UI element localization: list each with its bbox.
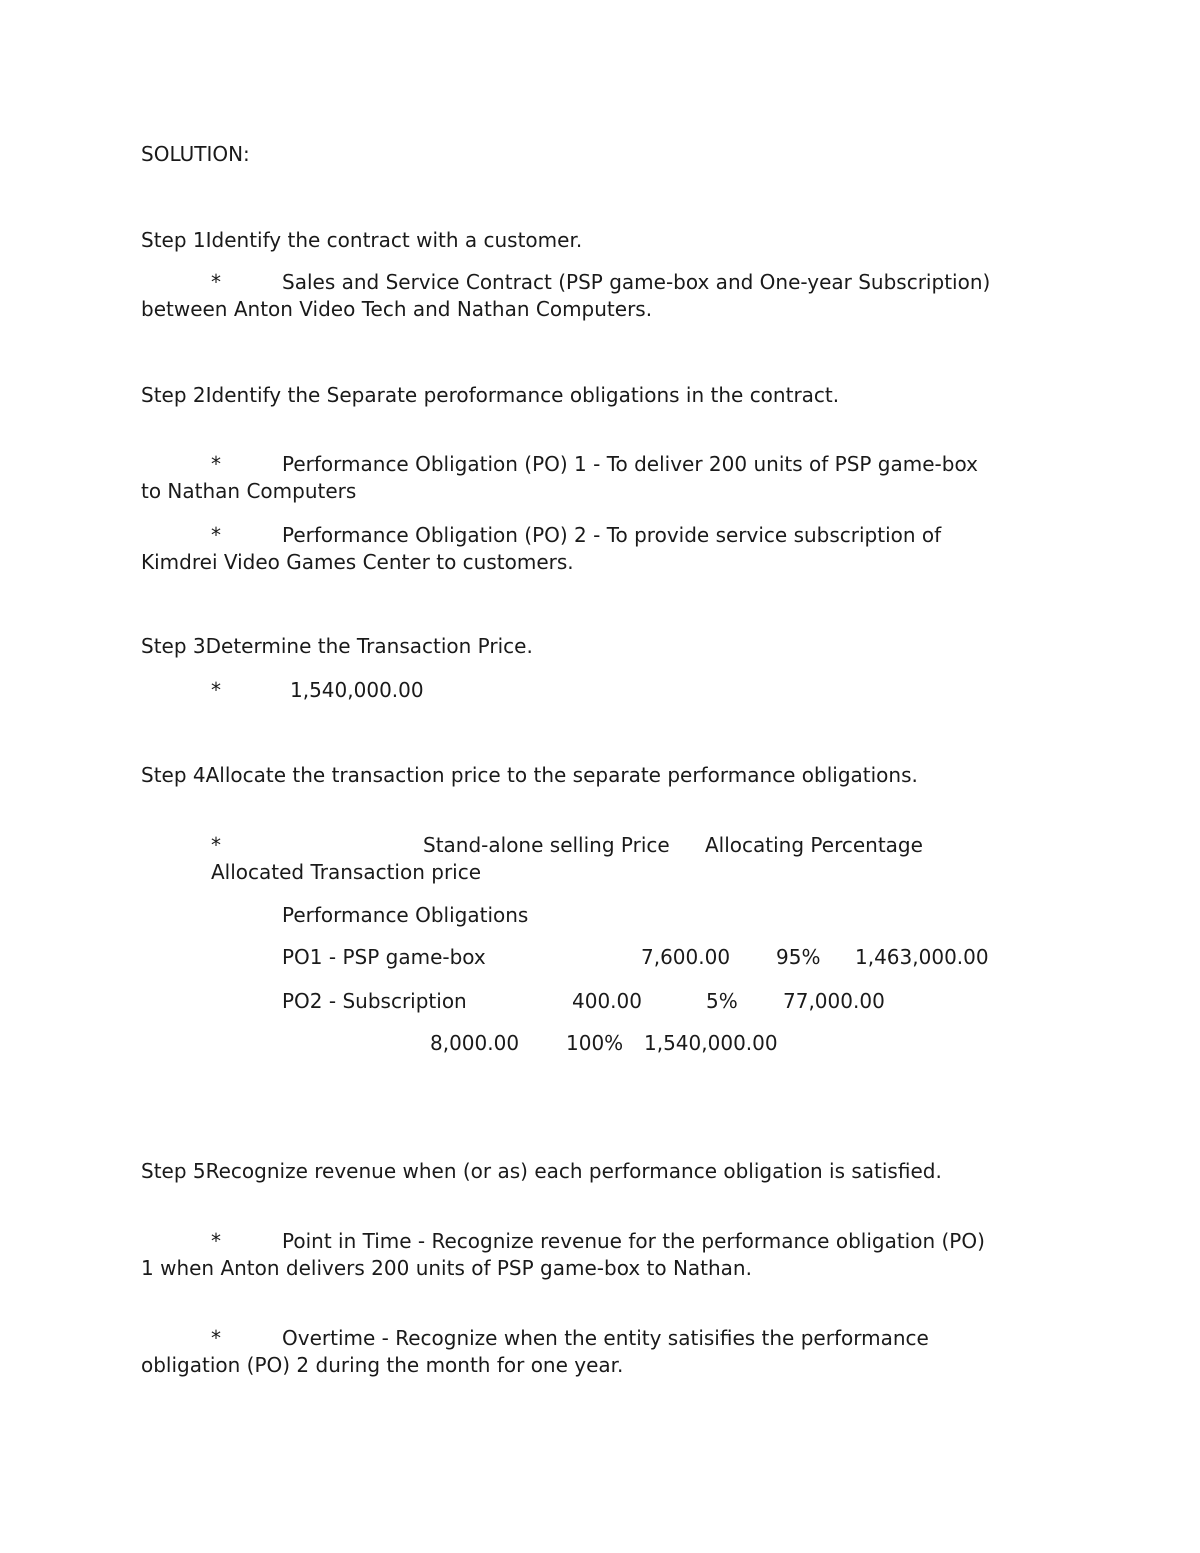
row-po1-ssp: 7,600.00 [641, 945, 731, 969]
row-po1-name: PO1 - PSP game-box [282, 945, 486, 969]
step-5-heading [141, 1158, 942, 1185]
step-5-item-2-line-1: Overtime - Recognize when the entity satisifies the performance [282, 1326, 929, 1350]
step-3-heading [141, 633, 533, 660]
step-4-heading [141, 762, 918, 789]
step-5-label: Step 5 [141, 1159, 206, 1183]
step-1-item-line-1: Sales and Service Contract (PSP game-box and One-year Subscription) [282, 270, 991, 294]
step-4-bullet: * [211, 833, 221, 857]
step-3-title: Determine the Transaction Price. [205, 634, 533, 658]
step-5-title: Recognize revenue when (or as) each performance obligation is satisfied. [205, 1159, 942, 1183]
column-header-ssp: Stand-alone selling Price [423, 833, 670, 857]
page-heading: SOLUTION: [141, 142, 250, 166]
step-5-item-1-line-2: 1 when Anton delivers 200 units of PSP game-box to Nathan. [141, 1256, 752, 1280]
row-po1-percentage: 95% [776, 945, 821, 969]
step-4-label: Step 4 [141, 763, 206, 787]
row-po1-allocated: 1,463,000.00 [855, 945, 989, 969]
step-1-heading [141, 227, 582, 254]
row-total-ssp: 8,000.00 [430, 1031, 520, 1055]
step-2-bullet-2: * [211, 523, 221, 547]
row-po2-allocated: 77,000.00 [783, 989, 885, 1013]
row-total-allocated: 1,540,000.00 [644, 1031, 778, 1055]
step-1-title: Identify the contract with a customer. [205, 228, 583, 252]
column-header-percentage: Allocating Percentage [705, 833, 923, 857]
step-2-item-2-line-2: Kimdrei Video Games Center to customers. [141, 550, 574, 574]
step-3-label: Step 3 [141, 634, 206, 658]
step-4-title: Allocate the transaction price to the separate performance obligations. [205, 763, 918, 787]
step-2-title: Identify the Separate peroformance obligations in the contract. [205, 383, 840, 407]
row-total-percentage: 100% [566, 1031, 624, 1055]
step-2-item-2-line-1: Performance Obligation (PO) 2 - To provide service subscription of [282, 523, 942, 547]
step-5-item-1-line-1: Point in Time - Recognize revenue for the performance obligation (PO) [282, 1229, 985, 1253]
step-2-item-1-line-2: to Nathan Computers [141, 479, 357, 503]
step-2-label: Step 2 [141, 383, 206, 407]
step-1-bullet: * [211, 270, 221, 294]
row-po2-ssp: 400.00 [572, 989, 642, 1013]
row-po2-percentage: 5% [706, 989, 738, 1013]
step-1-item-line-2: between Anton Video Tech and Nathan Computers. [141, 297, 653, 321]
step-5-bullet-1: * [211, 1229, 221, 1253]
step-2-bullet-1: * [211, 452, 221, 476]
step-5-item-2-line-2: obligation (PO) 2 during the month for one year. [141, 1353, 624, 1377]
column-header-allocated: Allocated Transaction price [211, 860, 482, 884]
row-header-performance-obligations: Performance Obligations [282, 903, 529, 927]
step-3-bullet: * [211, 678, 221, 702]
step-1-label: Step 1 [141, 228, 206, 252]
step-2-heading [141, 382, 839, 409]
step-2-item-1-line-1: Performance Obligation (PO) 1 - To deliver 200 units of PSP game-box [282, 452, 978, 476]
row-po2-name: PO2 - Subscription [282, 989, 467, 1013]
step-3-transaction-price: 1,540,000.00 [290, 678, 424, 702]
step-5-bullet-2: * [211, 1326, 221, 1350]
